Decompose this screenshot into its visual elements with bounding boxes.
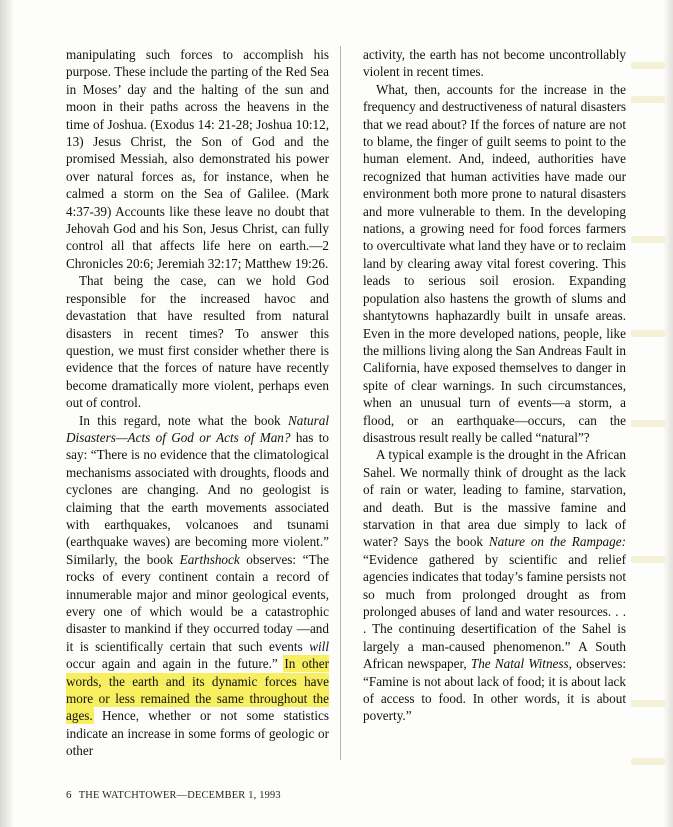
right-column xyxy=(363,46,626,760)
page-number: 6 xyxy=(66,789,72,801)
book-title-nature-on-the-rampage: Nature on the Rampage: xyxy=(488,534,626,550)
paragraph-with-highlight xyxy=(66,412,329,760)
paragraph: What, then, accounts for the increase in the frequency and destructiveness of natural disasters that we read about? If the forces of nature are not to blame, the finger of guilt seems to point to the human element. And, indeed, authorities have recognized that human activities have made our environment both more prone to natural disasters and more vulnerable to them. In the developing nations, a growing need for food forces farmers to overcultivate what land they have or to reclaim land by clearing away vital forest covering. This leads to serious soil erosion. Expanding population also hastens the growth of slums and shantytowns haphazardly built in unsafe areas. Even in the more developed nations, people, like the millions living along the San Andreas Fault in California, have exposed themselves to danger in spite of clear warnings. In such circumstances, when an unusual turn of events—a storm, a flood, or an earthquake—occurs, can the disastrous result really be called “natural”? xyxy=(363,81,626,445)
book-title-natural-disasters: Natural Disasters—Acts of God or Acts of Man? xyxy=(66,412,329,445)
page-bleed-mark xyxy=(631,96,665,103)
page-bleed-mark xyxy=(631,556,665,563)
paragraph xyxy=(363,446,626,725)
page-bleed-mark xyxy=(631,62,665,69)
text-run: has to say: “There is no evidence that the climatological mechanisms associated with droughts, floods and cyclones are changing. And no geologist is claiming that the earth movements associated with earthquakes, volcanoes and tsunami (earthquake waves) are becoming more violent.” Similarly, the book xyxy=(66,429,329,567)
text-run: A typical example is the drought in the African Sahel. We normally think of drought as the lack of rain or water, leading to famine, starvation, and death. But is the massive famine and starvation in that area due simply to lack of water? Says the book xyxy=(363,447,626,550)
paragraph: That being the case, can we hold God responsible for the increased havoc and devastation that have resulted from natural disasters in recent times? To answer this question, we must first consider whether there is evidence that the forces of nature have recently become dramatically more violent, perhaps even out of control. xyxy=(66,273,329,411)
text-run: occur again and again in the future.” xyxy=(66,656,285,672)
page-bleed-mark xyxy=(631,330,665,337)
text-run: In this regard, note what the book xyxy=(79,412,288,428)
paragraph: activity, the earth has not become uncontrollably violent in recent times. xyxy=(363,47,626,80)
paragraph: manipulating such forces to accomplish his purpose. These include the parting of the Red Sea in Moses’ day and the halting of the sun and moon in their paths across the heavens in the time of Joshua. (Exodus 14: 21-28; Joshua 10:12, 13) Jesus Christ, the Son of God and the promised Messiah, also demonstrated his power over natural forces as, for instance, when he calmed a storm on the Sea of Galilee. (Mark 4:37-39) Accounts like these leave no doubt that Jehovah God and his Son, Jesus Christ, can fully control all that affects life here on earth.—2 Chronicles 20:6; Jeremiah 32:17; Matthew 19:26. xyxy=(66,47,329,271)
page-bleed-mark xyxy=(631,420,665,427)
text-run: Hence, whether or not some statistics indicate an increase in some forms of geologic or other xyxy=(66,708,329,759)
page-bleed-mark xyxy=(631,236,665,243)
publication-name: THE WATCHTOWER—DECEMBER 1, 1993 xyxy=(78,790,281,801)
left-column xyxy=(66,46,341,760)
page-bleed-mark xyxy=(631,700,665,707)
page-bleed-mark xyxy=(631,758,665,765)
newspaper-title-natal-witness: The Natal Witness, xyxy=(470,656,572,672)
emphasis-will: will xyxy=(309,638,329,654)
text-run: observes: “The rocks of every continent contain a record of innumerable major and minor geological events, every one of which would be a catastrophic disaster to mankind if they occurred today —and it is scientifically certain that such events xyxy=(66,551,329,654)
highlighted-text: In other words, the earth and its dynamic forces have more or less remained the same throughout the ages. xyxy=(66,656,329,724)
text-run: observes: “Famine is not about lack of food; it is about lack of access to food. In other words, it is about poverty.” xyxy=(363,656,627,724)
book-title-earthshock: Earthshock xyxy=(179,551,240,567)
text-run: “Evidence gathered by scientific and relief agencies indicates that today’s famine persists not so much from prolonged drought as from prolonged abuses of land and water resources. . . . The continuing desertification of the Sahel is largely a man-caused phenomenon.” A South African newspaper, xyxy=(363,551,626,672)
page-footer xyxy=(66,789,281,801)
text-columns xyxy=(66,46,626,760)
